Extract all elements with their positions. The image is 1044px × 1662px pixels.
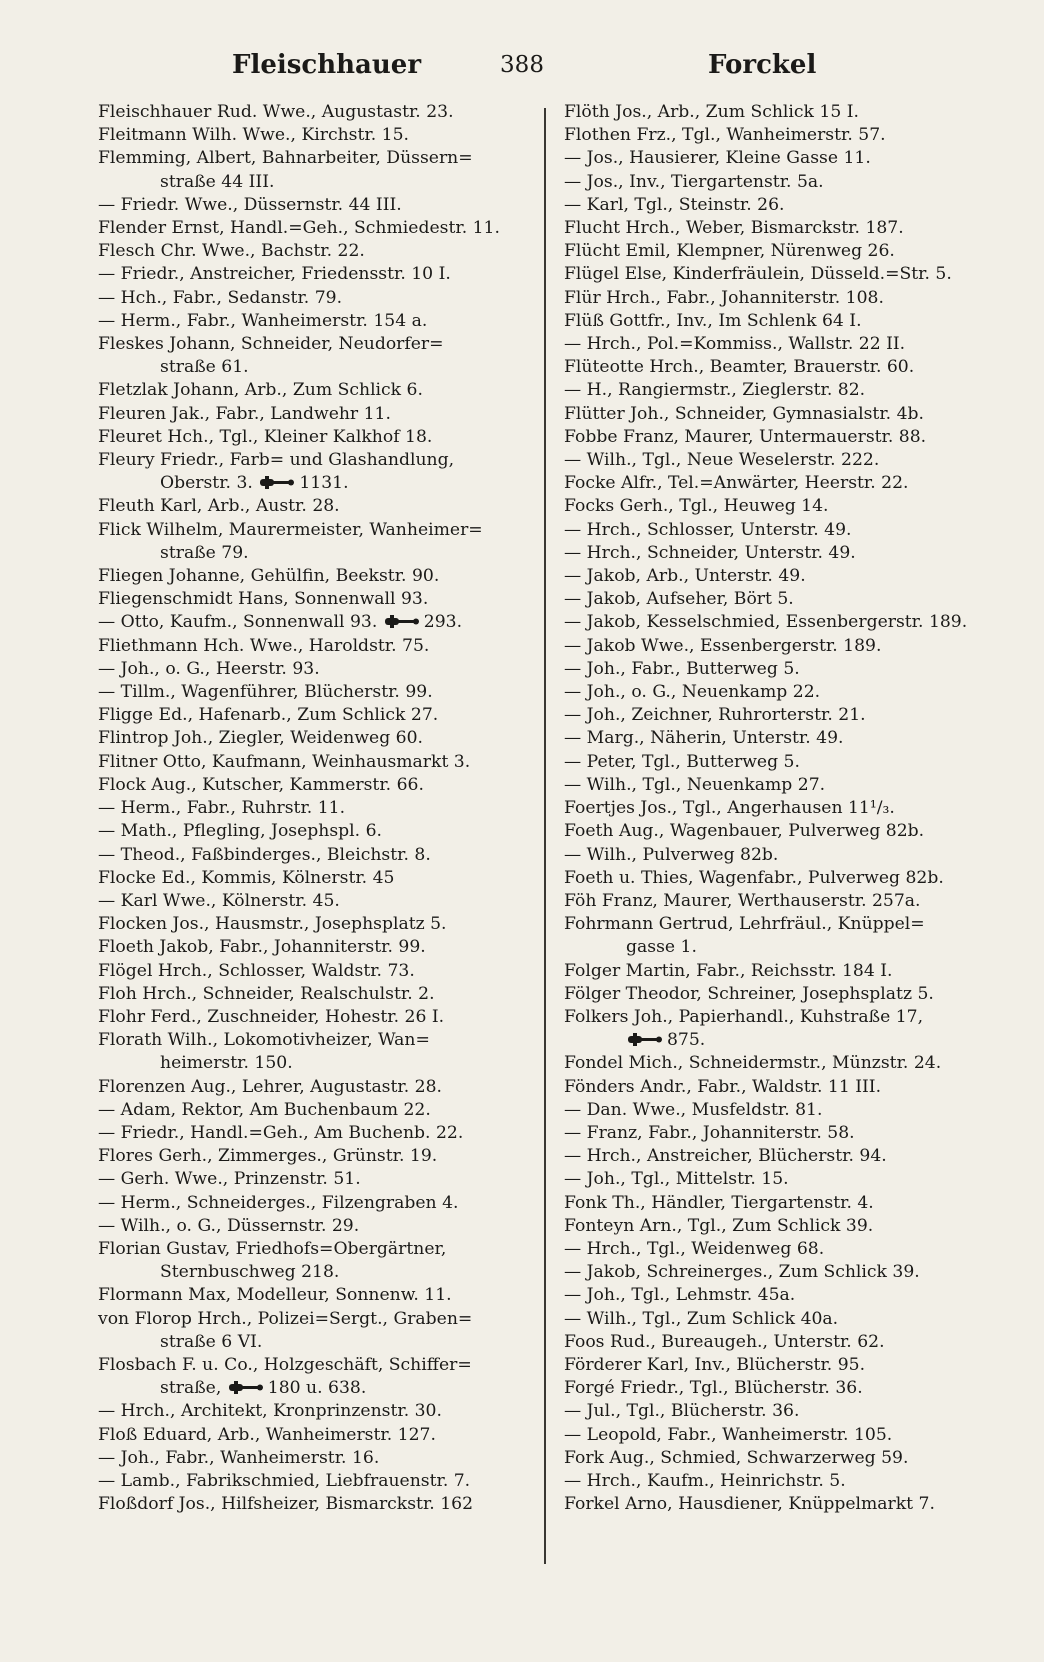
entry-line: Förderer Karl, Inv., Blücherstr. 95. xyxy=(564,1354,866,1375)
entry-line: Flücht Emil, Klempner, Nürenweg 26. xyxy=(564,241,895,262)
entry-phone-line xyxy=(564,1029,996,1052)
entry-line: Fork Aug., Schmied, Schwarzerweg 59. xyxy=(564,1447,909,1468)
entry-line: Fohrmann Gertrud, Lehrfräul., Knüppel= xyxy=(564,914,925,935)
entry-line: — Karl, Tgl., Steinstr. 26. xyxy=(564,194,785,215)
entry-line: — Jakob, Schreinerges., Zum Schlick 39. xyxy=(564,1262,920,1283)
directory-entry xyxy=(564,356,996,379)
entry-phone-line xyxy=(98,611,530,634)
entry-line: Fönders Andr., Fabr., Waldstr. 11 III. xyxy=(564,1076,882,1097)
directory-entry xyxy=(564,727,996,750)
directory-entry xyxy=(98,1238,530,1284)
entry-line: — Jos., Hausierer, Kleine Gasse 11. xyxy=(564,148,871,169)
directory-entry xyxy=(98,611,530,634)
entry-line: — Leopold, Fabr., Wanheimerstr. 105. xyxy=(564,1424,893,1445)
directory-entry xyxy=(564,1052,996,1075)
entry-line: Flügel Else, Kinderfräulein, Düsseld.=Str. 5. xyxy=(564,264,952,285)
entry-line: — Theod., Faßbinderges., Bleichstr. 8. xyxy=(98,844,431,865)
entry-line: Forgé Friedr., Tgl., Blücherstr. 36. xyxy=(564,1378,863,1399)
entry-line: Flores Gerh., Zimmerges., Grünstr. 19. xyxy=(98,1146,438,1167)
entry-line: Fleuren Jak., Fabr., Landwehr 11. xyxy=(98,403,391,424)
entry-line: Floß Eduard, Arb., Wanheimerstr. 127. xyxy=(98,1424,436,1445)
directory-entry xyxy=(98,1424,530,1447)
entry-line: — Jakob, Kesselschmied, Essenbergerstr. 189. xyxy=(564,612,968,633)
right-column xyxy=(564,101,996,1516)
directory-entry xyxy=(564,960,996,983)
entry-line: Fondel Mich., Schneidermstr., Münzstr. 24. xyxy=(564,1053,942,1074)
directory-entry xyxy=(98,263,530,286)
entry-line: — Jakob Wwe., Essenbergerstr. 189. xyxy=(564,635,882,656)
directory-entry xyxy=(564,147,996,170)
entry-line: — Hrch., Pol.=Kommiss., Wallstr. 22 II. xyxy=(564,334,906,355)
entry-line: Floßdorf Jos., Hilfsheizer, Bismarckstr. 162 xyxy=(98,1494,474,1515)
entry-line: — Hrch., Kaufm., Heinrichstr. 5. xyxy=(564,1470,846,1491)
entry-line: — Joh., Fabr., Wanheimerstr. 16. xyxy=(98,1447,380,1468)
entry-line: Folkers Joh., Papierhandl., Kuhstraße 17, xyxy=(564,1006,924,1027)
entry-line: — Friedr., Anstreicher, Friedensstr. 10 I. xyxy=(98,264,451,285)
directory-entry xyxy=(564,310,996,333)
directory-entry xyxy=(564,449,996,472)
directory-entry xyxy=(564,1377,996,1400)
entry-line: Fligge Ed., Hafenarb., Zum Schlick 27. xyxy=(98,705,439,726)
directory-entry xyxy=(98,1076,530,1099)
entry-line: Fobbe Franz, Maurer, Untermauerstr. 88. xyxy=(564,426,927,447)
page-number: 388 xyxy=(500,52,544,78)
entry-line: Fleskes Johann, Schneider, Neudorfer= xyxy=(98,334,444,355)
directory-entry xyxy=(564,1192,996,1215)
directory-entry xyxy=(98,704,530,727)
entry-line: Fliegen Johanne, Gehülfin, Beekstr. 90. xyxy=(98,566,440,587)
entry-line: Föh Franz, Maurer, Werthauserstr. 257a. xyxy=(564,890,921,911)
directory-entry xyxy=(564,704,996,727)
directory-entry xyxy=(98,983,530,1006)
entry-line: — Marg., Näherin, Unterstr. 49. xyxy=(564,728,844,749)
directory-entry xyxy=(98,217,530,240)
entry-line: — Hrch., Architekt, Kronprinzenstr. 30. xyxy=(98,1401,442,1422)
directory-entry xyxy=(98,1168,530,1191)
directory-entry xyxy=(98,797,530,820)
directory-entry xyxy=(98,147,530,193)
directory-entry xyxy=(564,263,996,286)
entry-line: von Florop Hrch., Polizei=Sergt., Graben= xyxy=(98,1308,473,1329)
telephone-icon xyxy=(626,1032,664,1047)
entry-line: — Herm., Fabr., Wanheimerstr. 154 a. xyxy=(98,310,428,331)
phone-number: 875. xyxy=(667,1030,706,1051)
directory-entry xyxy=(564,519,996,542)
entry-line: — Karl Wwe., Kölnerstr. 45. xyxy=(98,890,340,911)
header-left-catchword: Fleischhauer xyxy=(232,50,422,80)
entry-line: — Friedr., Handl.=Geh., Am Buchenb. 22. xyxy=(98,1122,464,1143)
directory-entry xyxy=(564,1238,996,1261)
entry-line: Flesch Chr. Wwe., Bachstr. 22. xyxy=(98,241,365,262)
directory-entry xyxy=(564,1447,996,1470)
entry-line: Flintrop Joh., Ziegler, Weidenweg 60. xyxy=(98,728,424,749)
entry-line: Fonteyn Arn., Tgl., Zum Schlick 39. xyxy=(564,1215,874,1236)
entry-line: Flick Wilhelm, Maurermeister, Wanheimer= xyxy=(98,519,483,540)
directory-entry xyxy=(98,727,530,750)
directory-entry xyxy=(98,1006,530,1029)
directory-entry xyxy=(98,1029,530,1075)
directory-entry xyxy=(564,635,996,658)
entry-line: Fliethmann Hch. Wwe., Haroldstr. 75. xyxy=(98,635,430,656)
entry-continuation: straße 61. xyxy=(160,357,249,378)
entry-line: — Hrch., Tgl., Weidenweg 68. xyxy=(564,1238,825,1259)
telephone-icon xyxy=(258,475,296,490)
entry-line: Flögel Hrch., Schlosser, Waldstr. 73. xyxy=(98,960,415,981)
directory-entry xyxy=(98,1122,530,1145)
entry-line: — Herm., Schneiderges., Filzengraben 4. xyxy=(98,1192,459,1213)
entry-phone-line xyxy=(98,1377,530,1400)
directory-entry xyxy=(98,751,530,774)
directory-entry xyxy=(98,426,530,449)
directory-entry xyxy=(564,194,996,217)
entry-continuation: straße 44 III. xyxy=(160,171,275,192)
directory-entry xyxy=(98,1099,530,1122)
entry-line: — Franz, Fabr., Johanniterstr. 58. xyxy=(564,1122,855,1143)
entry-line: Floeth Jakob, Fabr., Johanniterstr. 99. xyxy=(98,937,426,958)
phone-number: 180 u. 638. xyxy=(267,1378,367,1399)
directory-entry xyxy=(564,426,996,449)
column-divider xyxy=(544,108,546,1564)
directory-entry xyxy=(564,658,996,681)
entry-line: — Herm., Fabr., Ruhrstr. 11. xyxy=(98,798,346,819)
entry-line: Forkel Arno, Hausdiener, Knüppelmarkt 7. xyxy=(564,1494,935,1515)
entry-line: — Hrch., Schlosser, Unterstr. 49. xyxy=(564,519,852,540)
directory-entry xyxy=(564,1006,996,1052)
directory-entry xyxy=(98,913,530,936)
entry-line: Florian Gustav, Friedhofs=Obergärtner, xyxy=(98,1238,447,1259)
directory-entry xyxy=(564,495,996,518)
directory-entry xyxy=(98,1447,530,1470)
entry-line: Flender Ernst, Handl.=Geh., Schmiedestr. 11. xyxy=(98,218,500,239)
directory-entry xyxy=(98,936,530,959)
directory-entry xyxy=(98,774,530,797)
entry-line: — Friedr. Wwe., Düssernstr. 44 III. xyxy=(98,194,402,215)
directory-entry xyxy=(564,1215,996,1238)
directory-entry xyxy=(98,658,530,681)
directory-entry xyxy=(564,1261,996,1284)
directory-entry xyxy=(98,681,530,704)
directory-entry xyxy=(98,333,530,379)
entry-line: Flitner Otto, Kaufmann, Weinhausmarkt 3. xyxy=(98,751,471,772)
entry-line: — Joh., o. G., Neuenkamp 22. xyxy=(564,682,821,703)
directory-entry xyxy=(98,495,530,518)
directory-entry xyxy=(98,1145,530,1168)
directory-entry xyxy=(564,820,996,843)
directory-entry xyxy=(564,588,996,611)
entry-continuation: straße 6 VI. xyxy=(160,1331,263,1352)
directory-entry xyxy=(98,403,530,426)
directory-entry xyxy=(98,194,530,217)
directory-entry xyxy=(564,1470,996,1493)
entry-line: Flocke Ed., Kommis, Kölnerstr. 45 xyxy=(98,867,395,888)
entry-line: Flütter Joh., Schneider, Gymnasialstr. 4b. xyxy=(564,403,924,424)
entry-line: — Wilh., Tgl., Zum Schlick 40a. xyxy=(564,1308,839,1329)
directory-entry xyxy=(564,240,996,263)
directory-entry xyxy=(98,844,530,867)
directory-entry xyxy=(98,449,530,495)
entry-line: Flür Hrch., Fabr., Johanniterstr. 108. xyxy=(564,287,884,308)
entry-line: — Joh., Tgl., Mittelstr. 15. xyxy=(564,1169,789,1190)
entry-line: — Gerh. Wwe., Prinzenstr. 51. xyxy=(98,1169,361,1190)
entry-line: Foeth u. Thies, Wagenfabr., Pulverweg 82b. xyxy=(564,867,944,888)
entry-line: Foos Rud., Bureaugeh., Unterstr. 62. xyxy=(564,1331,885,1352)
entry-line: Flothen Frz., Tgl., Wanheimerstr. 57. xyxy=(564,125,886,146)
entry-line: Foeth Aug., Wagenbauer, Pulverweg 82b. xyxy=(564,821,925,842)
entry-line: Flosbach F. u. Co., Holzgeschäft, Schiffer= xyxy=(98,1354,472,1375)
directory-entry xyxy=(564,913,996,959)
directory-entry xyxy=(564,333,996,356)
entry-line: — Wilh., o. G., Düssernstr. 29. xyxy=(98,1215,360,1236)
directory-entry xyxy=(564,867,996,890)
directory-entry xyxy=(98,820,530,843)
directory-entry xyxy=(564,1354,996,1377)
directory-entry xyxy=(564,1076,996,1099)
directory-entry xyxy=(564,287,996,310)
entry-line: — Wilh., Pulverweg 82b. xyxy=(564,844,779,865)
directory-entry xyxy=(98,310,530,333)
entry-continuation: heimerstr. 150. xyxy=(160,1053,293,1074)
entry-line: — H., Rangiermstr., Zieglerstr. 82. xyxy=(564,380,866,401)
entry-line: Fleischhauer Rud. Wwe., Augustastr. 23. xyxy=(98,102,454,122)
directory-entry xyxy=(564,1168,996,1191)
entry-line: — Tillm., Wagenführer, Blücherstr. 99. xyxy=(98,682,433,703)
entry-line: Fonk Th., Händler, Tiergartenstr. 4. xyxy=(564,1192,874,1213)
entry-line: Flocken Jos., Hausmstr., Josephsplatz 5. xyxy=(98,914,447,935)
directory-entry xyxy=(98,635,530,658)
entry-continuation: gasse 1. xyxy=(626,937,697,958)
directory-entry xyxy=(564,403,996,426)
directory-entry xyxy=(564,1145,996,1168)
directory-entry xyxy=(98,519,530,565)
entry-line: — Lamb., Fabrikschmied, Liebfrauenstr. 7. xyxy=(98,1470,471,1491)
directory-entry xyxy=(98,1354,530,1400)
directory-entry xyxy=(564,1331,996,1354)
entry-phone-line xyxy=(98,472,530,495)
directory-entry xyxy=(564,1424,996,1447)
entry-line: Fleuret Hch., Tgl., Kleiner Kalkhof 18. xyxy=(98,426,433,447)
directory-entry xyxy=(98,1192,530,1215)
entry-line: — Peter, Tgl., Butterweg 5. xyxy=(564,751,800,772)
entry-continuation: Sternbuschweg 218. xyxy=(160,1262,340,1283)
entry-line: Florath Wilh., Lokomotivheizer, Wan= xyxy=(98,1030,430,1051)
entry-line: Flohr Ferd., Zuschneider, Hohestr. 26 I. xyxy=(98,1006,445,1027)
directory-entry xyxy=(98,1215,530,1238)
directory-entry xyxy=(98,867,530,890)
directory-entry xyxy=(564,751,996,774)
entry-line: Fletzlak Johann, Arb., Zum Schlick 6. xyxy=(98,380,423,401)
directory-entry xyxy=(564,844,996,867)
directory-entry xyxy=(564,797,996,820)
left-column xyxy=(98,101,530,1516)
entry-line: Flock Aug., Kutscher, Kammerstr. 66. xyxy=(98,774,424,795)
entry-line: — Dan. Wwe., Musfeldstr. 81. xyxy=(564,1099,823,1120)
entry-line: Foertjes Jos., Tgl., Angerhausen 11¹/₃. xyxy=(564,798,895,819)
entry-line: — Hrch., Schneider, Unterstr. 49. xyxy=(564,542,856,563)
directory-entry xyxy=(564,774,996,797)
directory-entry xyxy=(98,1470,530,1493)
directory-entry xyxy=(564,101,996,124)
directory-entry xyxy=(98,101,530,124)
directory-entry xyxy=(564,1308,996,1331)
entry-line: — Jakob, Aufseher, Bört 5. xyxy=(564,589,794,610)
entry-line: — Jul., Tgl., Blücherstr. 36. xyxy=(564,1401,800,1422)
directory-entry xyxy=(564,890,996,913)
directory-entry xyxy=(98,890,530,913)
directory-entry xyxy=(98,1493,530,1516)
entry-line: Fleuth Karl, Arb., Austr. 28. xyxy=(98,496,340,517)
directory-entry xyxy=(98,379,530,402)
directory-entry xyxy=(564,124,996,147)
entry-line: Flemming, Albert, Bahnarbeiter, Düssern= xyxy=(98,148,473,169)
directory-entry xyxy=(564,171,996,194)
phone-number: 1131. xyxy=(299,473,349,494)
entry-line: Florenzen Aug., Lehrer, Augustastr. 28. xyxy=(98,1076,442,1097)
entry-line: — Wilh., Tgl., Neue Weselerstr. 222. xyxy=(564,450,880,471)
directory-entry xyxy=(564,379,996,402)
entry-line: Flormann Max, Modelleur, Sonnenw. 11. xyxy=(98,1285,452,1306)
directory-entry xyxy=(564,217,996,240)
directory-entry xyxy=(564,681,996,704)
entry-line: Fölger Theodor, Schreiner, Josephsplatz 5. xyxy=(564,983,934,1004)
entry-line: — Joh., Tgl., Lehmstr. 45a. xyxy=(564,1285,796,1306)
entry-line: — Hch., Fabr., Sedanstr. 79. xyxy=(98,287,343,308)
entry-line: — Wilh., Tgl., Neuenkamp 27. xyxy=(564,774,826,795)
page-header xyxy=(0,50,1044,90)
directory-entry xyxy=(564,1122,996,1145)
directory-entry xyxy=(564,1099,996,1122)
entry-line: Fliegenschmidt Hans, Sonnenwall 93. xyxy=(98,589,429,610)
directory-entry xyxy=(98,240,530,263)
entry-line: Flüß Gottfr., Inv., Im Schlenk 64 I. xyxy=(564,310,862,331)
entry-line: Focks Gerh., Tgl., Heuweg 14. xyxy=(564,496,829,517)
directory-entry xyxy=(98,1400,530,1423)
entry-line: Flucht Hrch., Weber, Bismarckstr. 187. xyxy=(564,218,904,239)
phone-number: 293. xyxy=(423,612,463,633)
directory-entry xyxy=(98,588,530,611)
entry-line: Floh Hrch., Schneider, Realschulstr. 2. xyxy=(98,983,435,1004)
entry-line: Fleury Friedr., Farb= und Glashandlung, xyxy=(98,450,455,471)
directory-entry xyxy=(98,1284,530,1307)
entry-line: Flüteotte Hrch., Beamter, Brauerstr. 60. xyxy=(564,357,915,378)
telephone-icon xyxy=(227,1380,265,1395)
entry-line: — Jos., Inv., Tiergartenstr. 5a. xyxy=(564,171,824,192)
entry-line: — Math., Pflegling, Josephspl. 6. xyxy=(98,821,383,842)
entry-line: — Hrch., Anstreicher, Blücherstr. 94. xyxy=(564,1146,887,1167)
entry-text: — Otto, Kaufm., Sonnenwall 93. xyxy=(98,612,378,633)
entry-line: — Joh., Fabr., Butterweg 5. xyxy=(564,658,800,679)
header-right-catchword: Forckel xyxy=(708,50,817,80)
directory-entry xyxy=(564,1493,996,1516)
directory-entry xyxy=(564,1284,996,1307)
directory-entry xyxy=(564,1400,996,1423)
directory-entry xyxy=(564,542,996,565)
directory-entry xyxy=(564,983,996,1006)
directory-entry xyxy=(98,960,530,983)
directory-entry xyxy=(564,611,996,634)
directory-entry xyxy=(98,287,530,310)
directory-entry xyxy=(98,1308,530,1354)
entry-line: Folger Martin, Fabr., Reichsstr. 184 I. xyxy=(564,960,893,981)
entry-line: — Jakob, Arb., Unterstr. 49. xyxy=(564,566,806,587)
entry-line: Focke Alfr., Tel.=Anwärter, Heerstr. 22. xyxy=(564,473,909,494)
entry-line: — Adam, Rektor, Am Buchenbaum 22. xyxy=(98,1099,431,1120)
directory-entry xyxy=(98,124,530,147)
directory-entry xyxy=(98,565,530,588)
entry-line: — Joh., Zeichner, Ruhrorterstr. 21. xyxy=(564,705,866,726)
entry-line: Flöth Jos., Arb., Zum Schlick 15 I. xyxy=(564,102,860,122)
entry-line: Fleitmann Wilh. Wwe., Kirchstr. 15. xyxy=(98,125,410,146)
entry-line: — Joh., o. G., Heerstr. 93. xyxy=(98,658,320,679)
entry-text: straße, xyxy=(160,1378,222,1399)
entry-continuation: straße 79. xyxy=(160,542,249,563)
directory-entry xyxy=(564,565,996,588)
directory-entry xyxy=(564,472,996,495)
entry-text: Oberstr. 3. xyxy=(160,473,253,494)
telephone-icon xyxy=(383,614,421,629)
